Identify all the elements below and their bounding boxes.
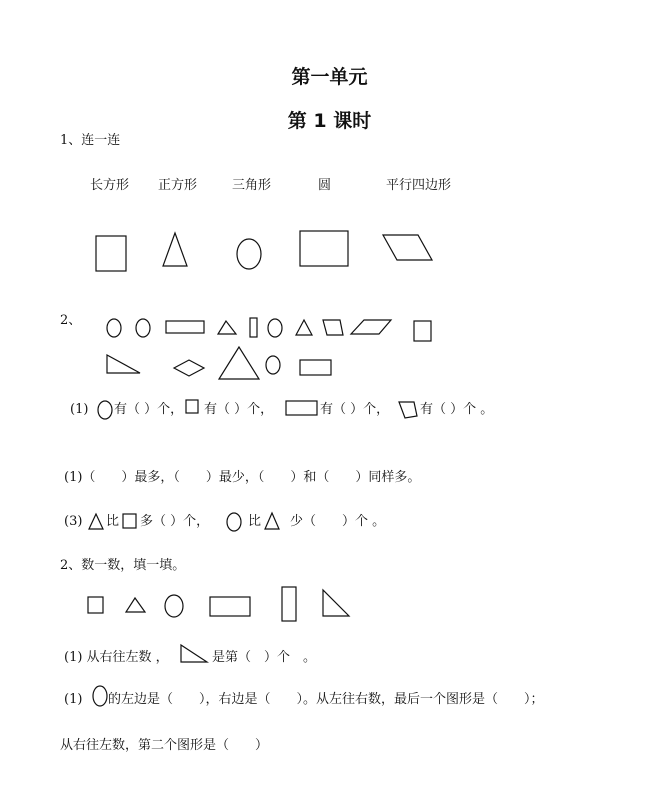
q3-line2-text: 的左边是（ ），右边是（ ）。从左往右数，最后一个图形是（ ）； <box>108 692 544 707</box>
q1-heading: 1、连一连 <box>60 133 121 148</box>
inline-parallelogram-icon <box>399 402 417 418</box>
q2-triangle-1 <box>218 321 236 334</box>
compare-more-word: 比 <box>106 514 120 529</box>
compare-more-blank: 多（ ）个， <box>140 514 210 529</box>
inline-triangle-icon <box>89 514 103 529</box>
q1-rectangle-shape <box>96 236 126 271</box>
most-least-line: (1)（ ）最多，（ ）最少，（ ）和（ ）同样多。 <box>64 470 421 485</box>
unit-title: 第一单元 <box>291 66 368 88</box>
q3-line2-prefix: (1) <box>64 692 83 707</box>
q2-rhombus <box>174 360 204 376</box>
q2-oval-3 <box>268 319 282 337</box>
q1-square-shape <box>300 231 348 266</box>
q3-line1-start: (1) 从右往左数 ， <box>64 650 169 665</box>
label-circle: 圆 <box>318 178 332 193</box>
q1-triangle-shape <box>163 233 187 266</box>
q2-rectangle-1 <box>166 321 204 333</box>
compare-less-word: 比 <box>248 514 262 529</box>
count-line-prefix: (1) <box>70 402 89 417</box>
count-oval-blank: 有（ ）个， <box>114 402 184 417</box>
q2-oval-2 <box>136 319 150 337</box>
q1-parallelogram-shape <box>383 235 432 260</box>
compare-less-blank: 少（ ）个 。 <box>290 514 386 529</box>
count-rectangle-blank: 有（ ）个， <box>320 402 390 417</box>
q2-trapezoid <box>323 320 343 335</box>
q3-right-triangle <box>323 590 349 616</box>
inline-oval-icon <box>98 401 112 419</box>
count-parallelogram-blank: 有（ ）个 。 <box>420 402 494 417</box>
inline-square-icon <box>186 400 198 413</box>
inline-square-icon-2 <box>123 514 136 528</box>
inline-right-triangle-icon <box>181 645 207 662</box>
q2-triangle-2 <box>296 320 312 335</box>
q2-thin-rectangle <box>250 318 257 337</box>
q2-oval-1 <box>107 319 121 337</box>
q3-square <box>88 597 103 613</box>
q3-triangle <box>126 598 145 612</box>
q2-heading: 2、 <box>60 313 82 328</box>
q3-line3: 从右往左数，第二个图形是（ ） <box>60 738 269 753</box>
compare-line-prefix: (3) <box>64 514 83 529</box>
inline-oval-icon-3 <box>93 686 107 706</box>
q2-rectangle-2 <box>300 360 331 375</box>
q2-oval-4 <box>266 356 280 374</box>
inline-triangle-icon-2 <box>265 513 279 529</box>
q1-oval-shape <box>237 239 261 269</box>
label-triangle: 三角形 <box>232 178 272 193</box>
inline-rectangle-icon <box>286 401 317 415</box>
q3-heading: 2、数一数，填一填。 <box>60 558 186 573</box>
q2-parallelogram <box>351 320 391 334</box>
inline-oval-icon-2 <box>227 513 241 531</box>
q2-square-1 <box>414 321 431 341</box>
label-square: 正方形 <box>158 178 198 193</box>
q3-oval <box>165 595 183 617</box>
q2-triangle-3 <box>219 347 259 379</box>
label-rectangle: 长方形 <box>90 178 130 193</box>
lesson-title: 第 1 课时 <box>287 110 372 132</box>
label-parallelogram: 平行四边形 <box>386 178 452 193</box>
q2-right-triangle <box>107 355 140 373</box>
q3-rectangle <box>210 597 250 616</box>
q3-tall-rectangle <box>282 587 296 621</box>
count-square-blank: 有（ ）个， <box>204 402 274 417</box>
q3-line1-end: 是第（ ）个 。 <box>212 650 317 665</box>
